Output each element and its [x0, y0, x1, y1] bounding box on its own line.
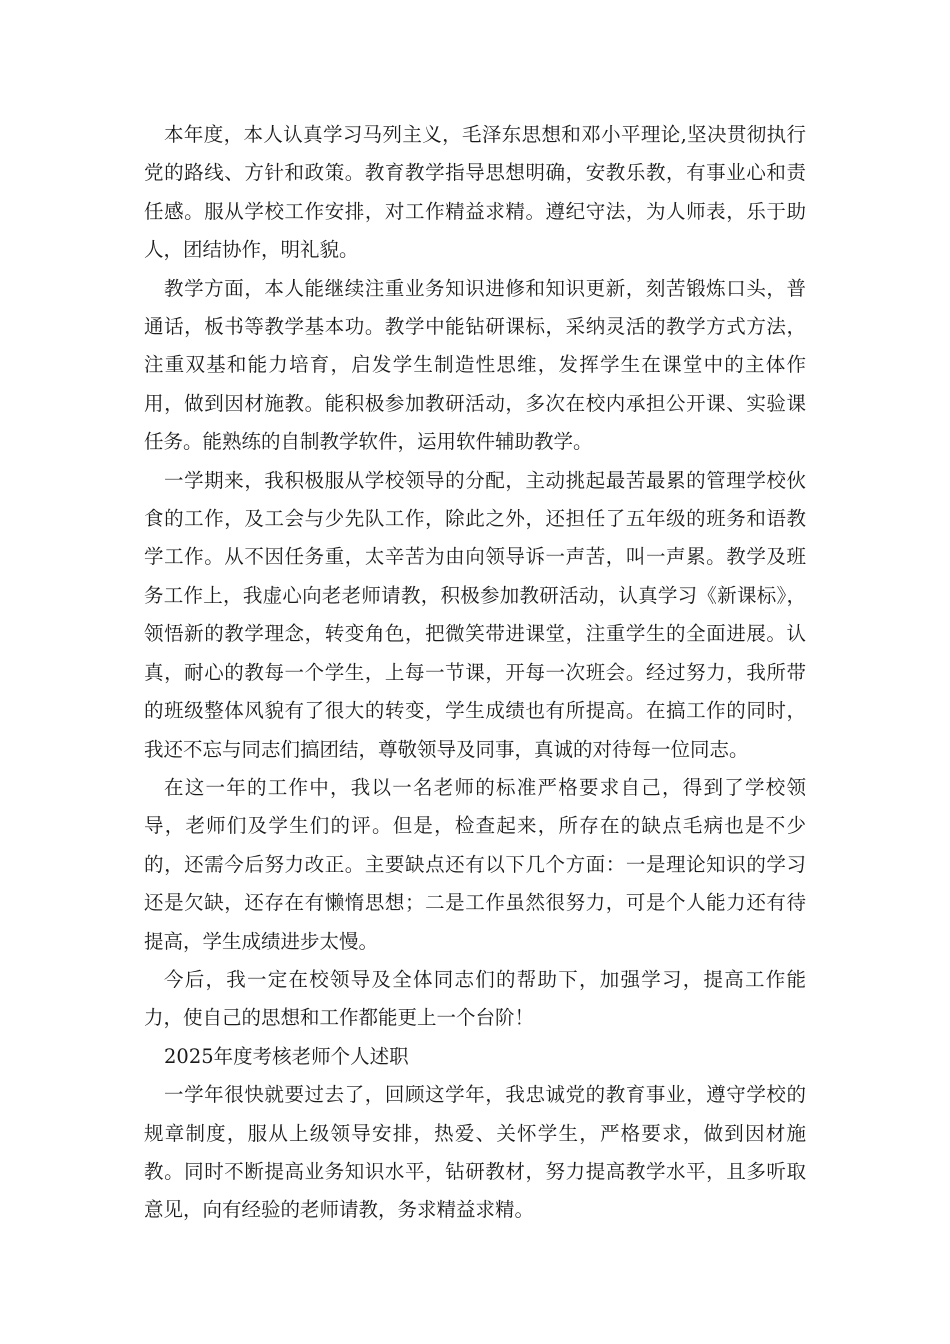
paragraph-shortcomings: 在这一年的工作中，我以一名老师的标准严格要求自己，得到了学校领导，老师们及学生们的评。但是，检查起来，所存在的缺点毛病也是不少的，还需今后努力改正。主要缺点还有以下几个方面：一是理论知识的学习还是欠缺，还存在有懒惰思想；二是工作虽然很努力，可是个人能力还有待提高，学生成绩进步太慢。: [144, 775, 806, 953]
paragraph-year-review: 一学年很快就要过去了，回顾这学年，我忠诚党的教育事业，遵守学校的规章制度，服从上级领导安排，热爱、关怀学生，严格要求，做到因材施教。同时不断提高业务知识水平，钻研教材，努力提高教学水平，且多听取意见，向有经验的老师请教，务求精益求精。: [144, 1083, 806, 1222]
document-body: [144, 116, 806, 1230]
paragraph-semester-work: 一学期来，我积极服从学校领导的分配，主动挑起最苦最累的管理学校伙食的工作，及工会与少先队工作，除此之外，还担任了五年级的班务和语教学工作。从不因任务重，太辛苦为由向领导诉一声苦，叫一声累。教学及班务工作上，我虚心向老老师请教，积极参加教研活动，认真学习《新课标》，领悟新的教学理念，转变角色，把微笑带进课堂，注重学生的全面进展。认真，耐心的教每一个学生，上每一节课，开每一次班会。经过努力，我所带的班级整体风貌有了很大的转变，学生成绩也有所提高。在搞工作的同时，我还不忘与同志们搞团结，尊敬领导及同事，真诚的对待每一位同志。: [144, 468, 806, 761]
section-title: 2025年度考核老师个人述职: [164, 1044, 409, 1068]
paragraph-political-study: 本年度，本人认真学习马列主义，毛泽东思想和邓小平理论,坚决贯彻执行党的路线、方针和政策。教育教学指导思想明确，安教乐教，有事业心和责任感。服从学校工作安排，对工作精益求精。遵纪守法，为人师表，乐于助人，团结协作，明礼貌。: [144, 123, 806, 262]
paragraph-teaching: 教学方面，本人能继续注重业务知识进修和知识更新，刻苦锻炼口头，普通话，板书等教学基本功。教学中能钻研课标，采纳灵活的教学方式方法，注重双基和能力培育，启发学生制造性思维，发挥学生在课堂中的主体作用，做到因材施教。能积极参加教研活动，多次在校内承担公开课、实验课任务。能熟练的自制教学软件，运用软件辅助教学。: [144, 276, 806, 454]
paragraph-future: 今后，我一定在校领导及全体同志们的帮助下，加强学习，提高工作能力，使自己的思想和工作都能更上一个台阶！: [144, 967, 806, 1030]
